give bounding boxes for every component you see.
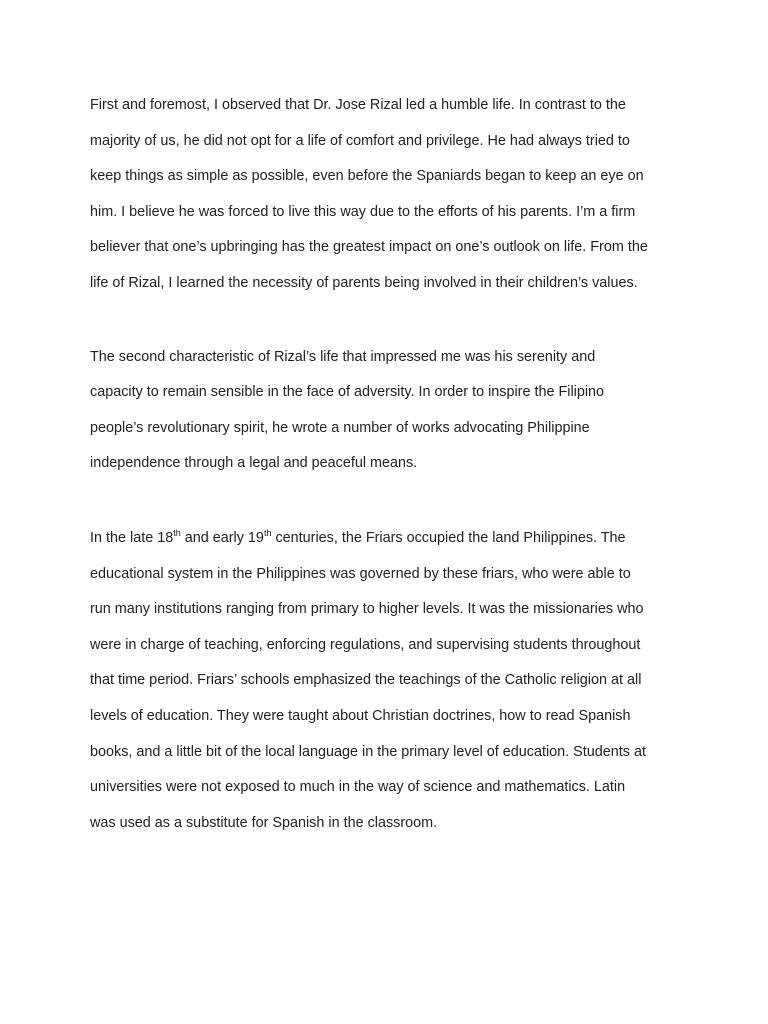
paragraph-line: capacity to remain sensible in the face of adversity. In order to inspire the Filipino	[90, 384, 605, 401]
paragraph-line: majority of us, he did not opt for a life of comfort and privilege. He had always tried to	[90, 132, 630, 149]
paragraph-line: was used as a substitute for Spanish in the classroom.	[90, 814, 438, 831]
ordinal-superscript: th	[263, 527, 272, 538]
paragraph-line: First and foremost, I observed that Dr. Jose Rizal led a humble life. In contrast to the	[90, 97, 626, 113]
paragraph-line: run many institutions ranging from primary to higher levels. It was the missionaries who	[90, 601, 644, 618]
paragraph-line-with-superscripts	[90, 521, 690, 557]
paragraph-line: believer that one’s upbringing has the greatest impact on one’s outlook on life. From the	[90, 239, 648, 256]
paragraph-line: him. I believe he was forced to live this way due to the efforts of his parents. I’m a firm	[90, 203, 636, 220]
paragraph-line: universities were not exposed to much in the way of science and mathematics. Latin	[90, 779, 626, 796]
text-segment: centuries, the Friars occupied the land Philippines. The	[271, 529, 626, 546]
paragraph-line: independence through a legal and peaceful means.	[90, 455, 418, 472]
document-page	[90, 88, 690, 880]
paragraph-line: people’s revolutionary spirit, he wrote a number of works advocating Philippine	[90, 419, 590, 436]
paragraph-line: life of Rizal, I learned the necessity of parents being involved in their children’s values.	[90, 274, 638, 291]
paragraph-humble-life	[90, 88, 690, 302]
paragraph-friars-education	[90, 521, 690, 841]
paragraph-line: books, and a little bit of the local language in the primary level of education. Students at	[90, 743, 646, 760]
text-segment: and early 19	[180, 529, 264, 546]
paragraph-line: educational system in the Philippines was governed by these friars, who were able to	[90, 565, 631, 582]
paragraph-line: keep things as simple as possible, even before the Spaniards began to keep an eye on	[90, 168, 644, 185]
ordinal-superscript: th	[173, 527, 181, 538]
paragraph-line: that time period. Friars’ schools emphasized the teachings of the Catholic religion at all	[90, 672, 642, 689]
paragraph-line: levels of education. They were taught about Christian doctrines, how to read Spanish	[90, 707, 631, 724]
paragraph-line: The second characteristic of Rizal’s life that impressed me was his serenity and	[90, 348, 596, 365]
paragraph-serenity	[90, 340, 690, 482]
text-segment: In the late 18	[90, 529, 174, 546]
paragraph-line: were in charge of teaching, enforcing regulations, and supervising students throughout	[90, 636, 641, 653]
